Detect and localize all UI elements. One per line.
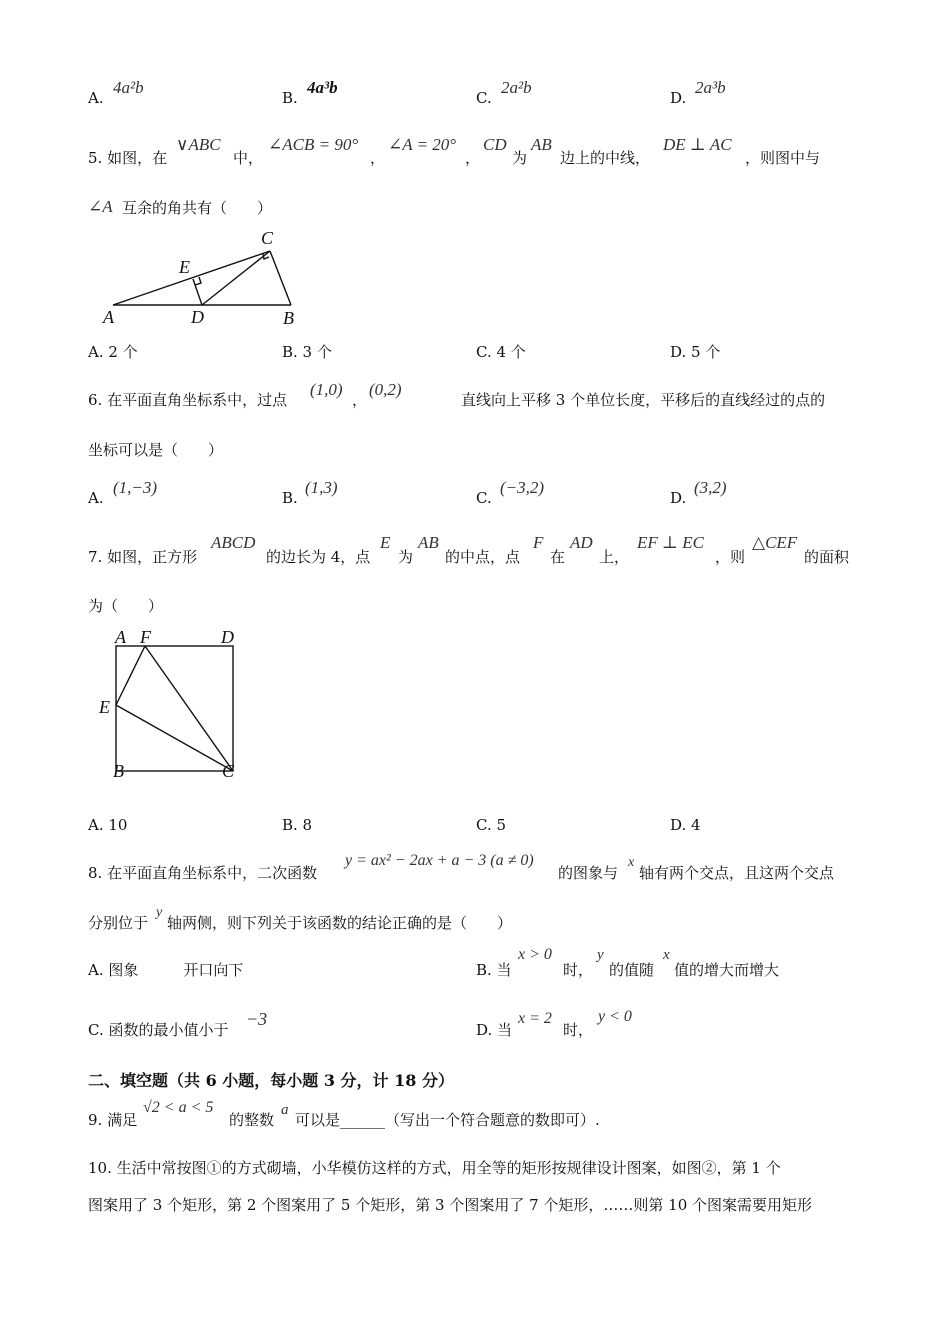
q5-option-c: C. 4 个 [476, 343, 526, 361]
q5-text-4: 边上的中线， [560, 149, 651, 167]
q5-option-b: B. 3 个 [282, 343, 332, 361]
q6-option-d-label: D. [670, 489, 687, 507]
q6-option-b-expr: (1,3) [305, 478, 338, 497]
q8-math-y: y [156, 905, 163, 920]
q7-text-8: 的面积 [804, 548, 850, 566]
q7-math-f: F [533, 533, 544, 552]
q7-math-e: E [380, 533, 391, 552]
q9-text-3: 可以是______（写出一个符合题意的数即可）. [295, 1111, 600, 1129]
q8-text-3: 轴有两个交点，且这两个交点 [639, 864, 835, 882]
q5-text-2: 中， [233, 149, 264, 167]
q8-option-d-text-1: D. 当 [476, 1021, 513, 1039]
segment-fe [116, 646, 145, 705]
q7-text-7: ，则 [715, 548, 746, 566]
q6-option-a-expr: (1,−3) [113, 478, 158, 497]
segment-cb [270, 251, 291, 305]
q7-label-d: D [221, 627, 234, 647]
q7-option-b: B. 8 [282, 816, 313, 834]
q8-option-b-text-2: 时， [563, 961, 594, 979]
q5-math-ab: AB [531, 135, 552, 154]
q5-math-angle-a: ∠A = 20° [388, 135, 457, 154]
q7-label-e: E [99, 697, 110, 717]
segment-ec [116, 705, 233, 771]
q7-text-5: 在 [550, 548, 566, 566]
q5-comma-1: ， [370, 149, 386, 167]
q6-point-2: (0,2) [369, 380, 402, 399]
q4-option-b-expr: 4a³b [307, 78, 338, 97]
q6-text-1: 6. 在平面直角坐标系中，过点 [88, 391, 288, 409]
q5-text-6: 互余的角共有（ ） [122, 199, 273, 217]
right-angle-mark-e [195, 277, 201, 285]
q8-option-c-math: −3 [246, 1009, 268, 1029]
q6-text-2: 直线向上平移 3 个单位长度，平移后的直线经过的点的 [461, 391, 826, 409]
segment-fc [145, 646, 233, 771]
q7-option-c: C. 5 [476, 816, 507, 834]
q5-option-d: D. 5 个 [670, 343, 721, 361]
q7-option-a: A. 10 [88, 816, 128, 834]
q4-option-c-expr: 2a²b [501, 78, 532, 97]
q6-text-3: 坐标可以是（ ） [88, 441, 224, 459]
q6-option-b-label: B. [282, 489, 298, 507]
q9-text-2: 的整数 [229, 1111, 275, 1129]
q5-text-5: ，则图中与 [745, 149, 821, 167]
q8-option-b-text-4: 值的增大而增大 [674, 961, 780, 979]
q8-math-function: y = ax² − 2ax + a − 3 (a ≠ 0) [345, 852, 534, 869]
q9-text-1: 9. 满足 [88, 1111, 138, 1129]
segment-cd [202, 251, 270, 305]
q7-math-ef-perp-ec: EF ⊥ EC [637, 533, 704, 552]
q8-option-b-math-2: y [597, 947, 604, 963]
q7-text-4: 的中点，点 [445, 548, 521, 566]
q7-text-3: 为 [398, 548, 414, 566]
q8-option-d-math-1: x = 2 [518, 1010, 552, 1027]
q7-label-c: C [222, 761, 235, 781]
q5-label-c: C [261, 228, 274, 248]
q7-text-9: 为（ ） [88, 597, 164, 615]
segment-ac [113, 251, 270, 305]
q5-math-de-perp-ac: DE ⊥ AC [663, 135, 732, 154]
q8-option-b-text-1: B. 当 [476, 961, 512, 979]
square-abcd [116, 646, 233, 771]
q5-option-a: A. 2 个 [88, 343, 138, 361]
q7-math-abcd: ABCD [211, 533, 256, 552]
q10-line-2: 图案用了 3 个矩形，第 2 个图案用了 5 个矩形，第 3 个图案用了 7 个矩形，……则第 10 个图案需要用矩形 [88, 1196, 813, 1214]
q9-math-inequality: √2 < a < 5 [143, 1099, 214, 1116]
q5-label-a: A [103, 307, 114, 327]
q4-option-a-label: A. [88, 89, 104, 107]
q5-math-angle-a-2: ∠A [88, 197, 113, 216]
q5-math-cd: CD [483, 135, 507, 154]
q7-math-triangle-cef: △CEF [752, 533, 798, 552]
q8-option-b-math-1: x > 0 [518, 946, 552, 963]
q5-triangle-figure [95, 226, 315, 330]
q7-text-6: 上， [599, 548, 630, 566]
q5-comma-2: ， [465, 149, 481, 167]
q7-square-figure [95, 625, 255, 785]
q5-math-angle-acb: ∠ACB = 90° [268, 135, 359, 154]
q7-math-ad: AD [570, 533, 593, 552]
q4-option-d-label: D. [670, 89, 687, 107]
q8-option-b-math-3: x [663, 947, 670, 963]
q4-option-c-label: C. [476, 89, 492, 107]
q6-option-c-expr: (−3,2) [500, 478, 545, 497]
q4-option-a-expr: 4a²b [113, 78, 144, 97]
q8-math-x: x [628, 855, 635, 870]
q4-option-d-expr: 2a³b [695, 78, 726, 97]
q6-option-c-label: C. [476, 489, 492, 507]
q5-label-d: D [191, 307, 204, 327]
q5-text-3: 为 [512, 149, 528, 167]
q8-text-2: 的图象与 [558, 864, 619, 882]
q7-math-ab: AB [418, 533, 439, 552]
q5-math-triangle: ∨ABC [176, 135, 221, 154]
q10-line-1: 10. 生活中常按图①的方式砌墙，小华模仿这样的方式，用全等的矩形按规律设计图案，如图②，第 1 个 [88, 1159, 781, 1177]
q8-text-4: 分别位于 [88, 914, 149, 932]
q7-text-2: 的边长为 4，点 [266, 548, 371, 566]
q7-option-d: D. 4 [670, 816, 701, 834]
q8-text-5: 轴两侧，则下列关于该函数的结论正确的是（ ） [167, 914, 513, 932]
q7-text-1: 7. 如图，正方形 [88, 548, 198, 566]
q8-option-a: A. 图象 开口向下 [88, 961, 244, 979]
q5-label-e: E [179, 257, 190, 277]
section-2-heading: 二、填空题（共 6 小题，每小题 3 分，计 18 分） [88, 1071, 454, 1090]
q7-label-f: F [140, 627, 151, 647]
q6-comma: ， [352, 391, 368, 409]
q8-option-d-text-2: 时， [563, 1021, 594, 1039]
q5-text-1: 5. 如图，在 [88, 149, 168, 167]
q7-label-a: A [115, 627, 126, 647]
q6-option-d-expr: (3,2) [694, 478, 727, 497]
q9-math-a: a [281, 1102, 289, 1118]
q6-option-a-label: A. [88, 489, 104, 507]
q8-text-1: 8. 在平面直角坐标系中，二次函数 [88, 864, 318, 882]
q7-label-b: B [113, 761, 124, 781]
q8-option-b-text-3: 的值随 [609, 961, 655, 979]
q8-option-d-math-2: y < 0 [598, 1008, 632, 1025]
q8-option-c-text: C. 函数的最小值小于 [88, 1021, 229, 1039]
q4-option-b-label: B. [282, 89, 298, 107]
q6-point-1: (1,0) [310, 380, 343, 399]
q5-label-b: B [283, 308, 294, 328]
